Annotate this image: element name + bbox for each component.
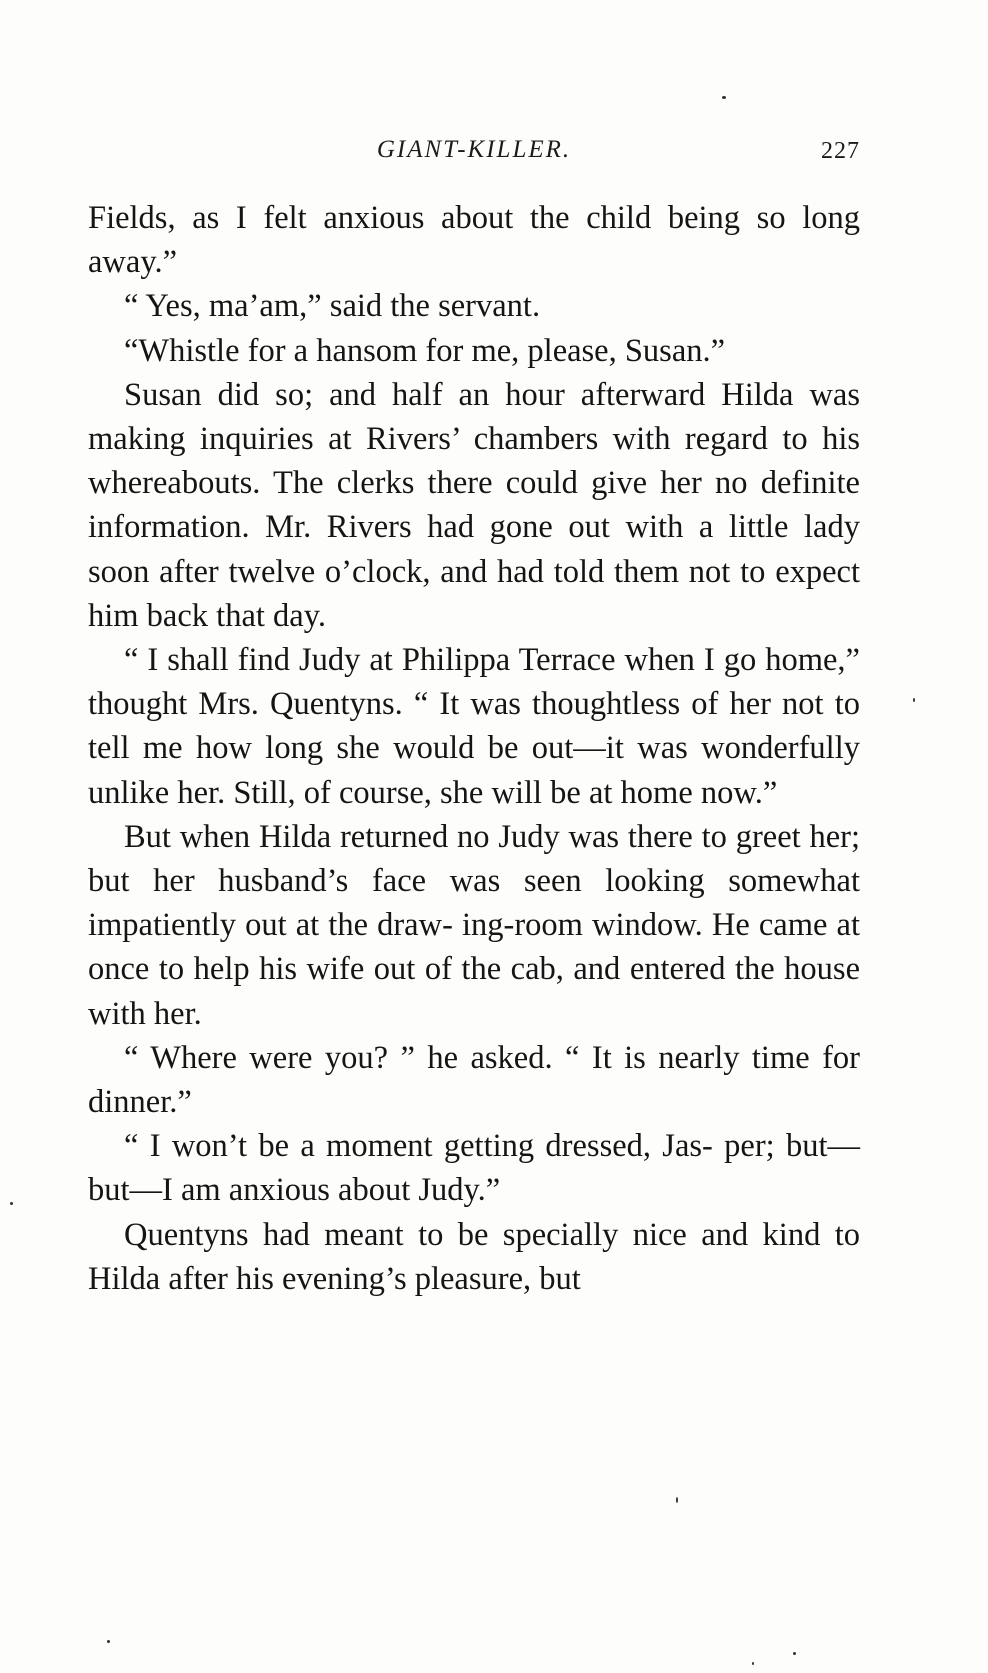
paragraph: Susan did so; and half an hour afterward Hilda was making inquiries at Rivers’ chambers with regard to his whereabouts. The clerks there could give her no definite information. Mr. Rivers had gone out with a little lady soon after twelve o’clock, and had told them not to expect him back that day. xyxy=(88,376,860,634)
page-number: 227 xyxy=(821,138,860,164)
paragraph: Fields, as I felt anxious about the child being so long away.” xyxy=(88,200,860,281)
ink-speck xyxy=(752,1662,754,1665)
ink-speck xyxy=(107,1640,110,1643)
paragraph: But when Hilda returned no Judy was there to greet her; but her husband’s face was seen looking somewhat impatiently out at the draw- ing-room window. He came at once to help his wife out of the cab, and entered the house with her. xyxy=(88,818,860,1032)
ink-speck xyxy=(793,1652,796,1655)
paragraph: “ Where were you? ” he asked. “ It is nearly time for dinner.” xyxy=(88,1039,860,1121)
ink-speck xyxy=(676,1497,678,1503)
paragraph: “ Yes, ma’am,” said the servant. xyxy=(124,288,541,325)
paragraph: “Whistle for a hansom for me, please, Susan.” xyxy=(124,332,726,369)
running-head xyxy=(88,136,860,172)
ink-speck xyxy=(10,1202,13,1205)
ink-speck xyxy=(722,96,726,99)
running-title: GIANT-KILLER. xyxy=(376,136,572,163)
paragraph: Quentyns had meant to be specially nice and kind to Hilda after his evening’s pleasure, but xyxy=(88,1216,860,1297)
paragraph: “ I shall find Judy at Philippa Terrace when I go home,” thought Mrs. Quentyns. “ It was thoughtless of her not to tell me how long she would be out—it was wonderfully unlike her. Still, of course, she will be at home now.” xyxy=(88,642,860,811)
paragraph: “ I won’t be a moment getting dressed, Jas- per; but—but—I am anxious about Judy.” xyxy=(88,1128,860,1209)
body-text xyxy=(88,196,860,1301)
ink-speck xyxy=(913,698,915,702)
